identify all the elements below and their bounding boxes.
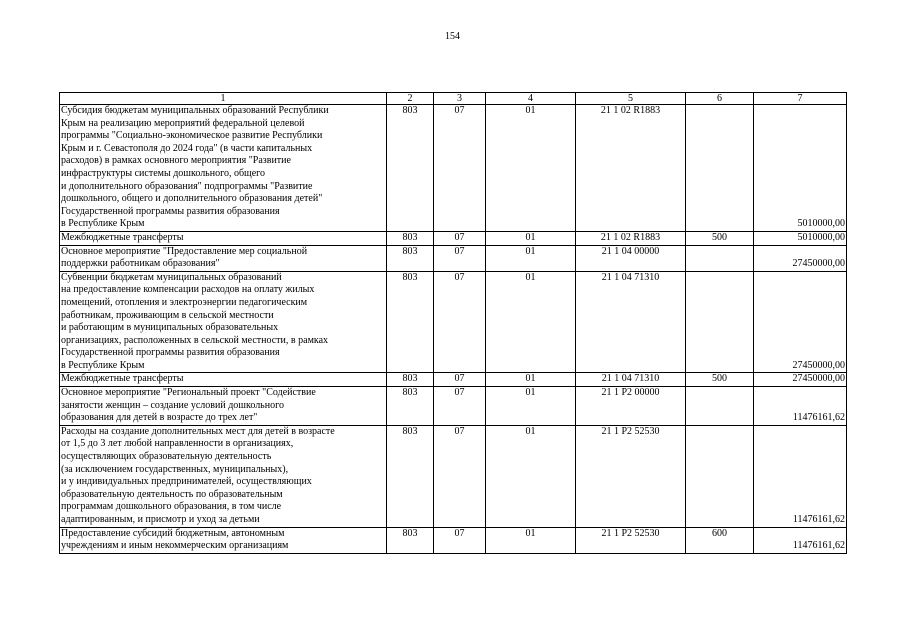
table-row <box>60 373 847 387</box>
row-target-cell: 21 1 02 R1883 <box>576 231 686 245</box>
table-row <box>60 387 847 426</box>
header-cell-6: 6 <box>686 93 754 105</box>
header-cell-7: 7 <box>754 93 847 105</box>
row-code-cell: 803 <box>387 387 434 426</box>
row-type-cell: 500 <box>686 231 754 245</box>
row-subsection-cell: 01 <box>486 387 576 426</box>
row-section-cell: 07 <box>434 231 486 245</box>
row-code-cell: 803 <box>387 425 434 527</box>
row-name-cell: Расходы на создание дополнительных мест для детей в возрасте от 1,5 до 3 лет любой направленности в организациях, осуществляющих образовательную деятельность (за исключением государственных, муниципальных), и у индивидуальных предпринимателей, осуществляющих образовательную деятельность по образовательным программам дошкольного образования, в том числе адаптированным, и присмотр и уход за детьми <box>60 425 387 527</box>
row-target-cell: 21 1 02 R1883 <box>576 105 686 232</box>
row-section-cell: 07 <box>434 373 486 387</box>
row-name-cell: Межбюджетные трансферты <box>60 231 387 245</box>
row-type-cell <box>686 425 754 527</box>
header-cell-4: 4 <box>486 93 576 105</box>
row-name-cell: Основное мероприятие "Предоставление мер социальной поддержки работникам образования" <box>60 245 387 271</box>
header-cell-2: 2 <box>387 93 434 105</box>
row-amount-cell: 5010000,00 <box>754 105 847 232</box>
table-row <box>60 425 847 527</box>
row-name-cell: Предоставление субсидий бюджетным, автономным учреждениям и иным некоммерческим организациям <box>60 527 387 553</box>
row-code-cell: 803 <box>387 245 434 271</box>
row-subsection-cell: 01 <box>486 425 576 527</box>
row-amount-cell: 11476161,62 <box>754 527 847 553</box>
row-code-cell: 803 <box>387 231 434 245</box>
row-subsection-cell: 01 <box>486 245 576 271</box>
row-subsection-cell: 01 <box>486 105 576 232</box>
row-code-cell: 803 <box>387 105 434 232</box>
row-code-cell: 803 <box>387 271 434 373</box>
row-target-cell: 21 1 04 71310 <box>576 271 686 373</box>
table-row <box>60 271 847 373</box>
row-section-cell: 07 <box>434 271 486 373</box>
row-amount-cell: 27450000,00 <box>754 373 847 387</box>
row-target-cell: 21 1 04 00000 <box>576 245 686 271</box>
row-amount-cell: 5010000,00 <box>754 231 847 245</box>
table-row <box>60 231 847 245</box>
table-row <box>60 527 847 553</box>
page-number: 154 <box>445 31 460 42</box>
row-section-cell: 07 <box>434 387 486 426</box>
row-subsection-cell: 01 <box>486 231 576 245</box>
row-section-cell: 07 <box>434 105 486 232</box>
header-cell-1: 1 <box>60 93 387 105</box>
header-cell-3: 3 <box>434 93 486 105</box>
row-code-cell: 803 <box>387 373 434 387</box>
row-type-cell: 600 <box>686 527 754 553</box>
row-section-cell: 07 <box>434 425 486 527</box>
row-target-cell: 21 1 04 71310 <box>576 373 686 387</box>
table-row <box>60 245 847 271</box>
header-row <box>60 93 847 105</box>
row-type-cell <box>686 245 754 271</box>
row-target-cell: 21 1 P2 52530 <box>576 425 686 527</box>
row-subsection-cell: 01 <box>486 271 576 373</box>
table-row <box>60 105 847 232</box>
row-type-cell <box>686 387 754 426</box>
row-name-cell: Межбюджетные трансферты <box>60 373 387 387</box>
row-amount-cell: 27450000,00 <box>754 271 847 373</box>
row-subsection-cell: 01 <box>486 373 576 387</box>
table-body <box>60 93 847 554</box>
row-target-cell: 21 1 P2 52530 <box>576 527 686 553</box>
header-cell-5: 5 <box>576 93 686 105</box>
row-amount-cell: 11476161,62 <box>754 387 847 426</box>
row-type-cell <box>686 105 754 232</box>
budget-table <box>59 92 847 554</box>
row-name-cell: Основное мероприятие "Региональный проект "Содействие занятости женщин – создание условий дошкольного образования для детей в возрасте до трех лет" <box>60 387 387 426</box>
row-section-cell: 07 <box>434 527 486 553</box>
row-amount-cell: 11476161,62 <box>754 425 847 527</box>
row-type-cell <box>686 271 754 373</box>
row-code-cell: 803 <box>387 527 434 553</box>
row-subsection-cell: 01 <box>486 527 576 553</box>
row-target-cell: 21 1 P2 00000 <box>576 387 686 426</box>
row-name-cell: Субвенции бюджетам муниципальных образований на предоставление компенсации расходов на оплату жилых помещений, отопления и электроэнергии педагогическим работникам, проживающим в сельской местности и работающим в муниципальных образовательных организациях, расположенных в сельской местности, в рамках Государственной программы развития образования в Республике Крым <box>60 271 387 373</box>
row-amount-cell: 27450000,00 <box>754 245 847 271</box>
row-name-cell: Субсидия бюджетам муниципальных образований Республики Крым на реализацию мероприятий федеральной целевой программы "Социально-экономическое развитие Республики Крым и г. Севастополя до 2024 года" (в части капитальных расходов) в рамках основного мероприятия "Развитие инфраструктуры системы дошкольного, общего и дополнительного образования" подпрограммы "Развитие дошкольного, общего и дополнительного образования детей" Государственной программы развития образования в Республике Крым <box>60 105 387 232</box>
row-section-cell: 07 <box>434 245 486 271</box>
row-type-cell: 500 <box>686 373 754 387</box>
